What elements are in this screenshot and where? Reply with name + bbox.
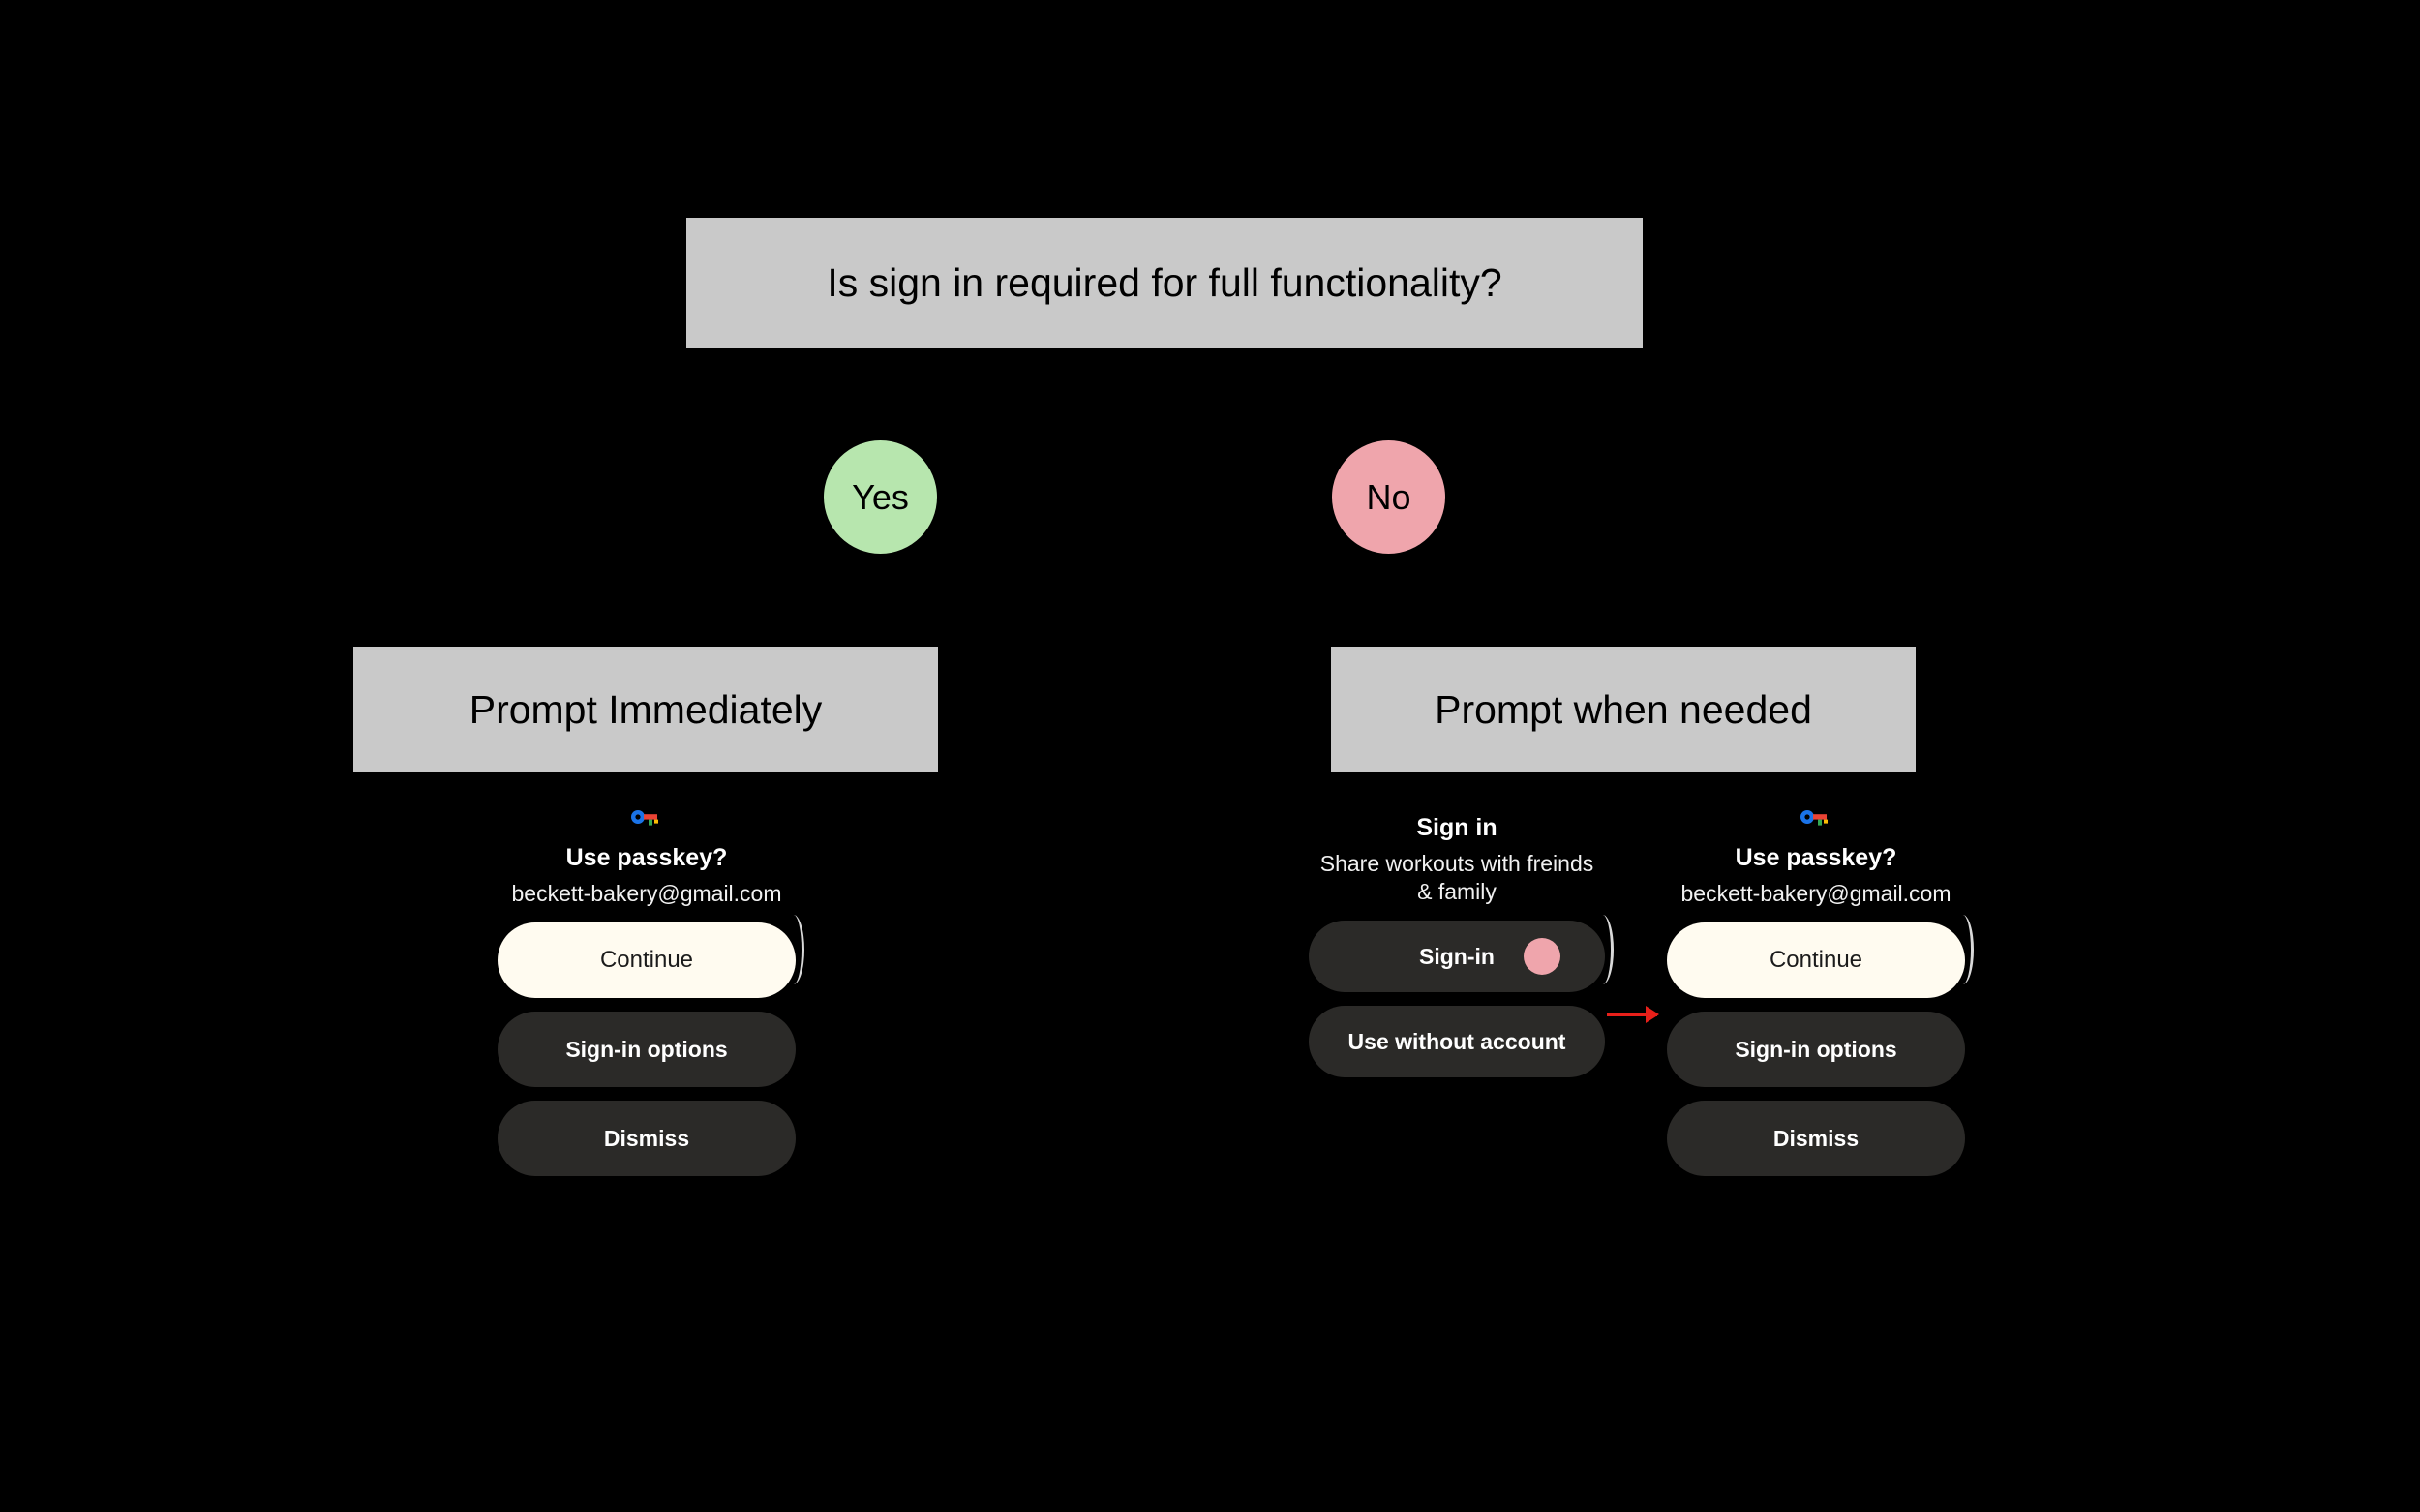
signin-button[interactable]: [1309, 921, 1605, 992]
passkey-icon: [630, 808, 663, 830]
signin-bottom-sheet: [1309, 813, 1605, 1077]
phone-edge-middle: [1595, 915, 1614, 984]
decision-question-text: Is sign in required for full functionality?: [827, 260, 1502, 305]
sheet-account-left: beckett-bakery@gmail.com: [511, 881, 782, 906]
continue-button-left[interactable]: Continue: [498, 922, 796, 998]
signin-options-button-right[interactable]: Sign-in options: [1667, 1012, 1965, 1087]
sheet-title-right: Use passkey?: [1735, 844, 1897, 871]
phone-edge-left: [786, 915, 804, 984]
signin-options-button-left[interactable]: Sign-in options: [498, 1012, 796, 1087]
outcome-box-prompt-when-needed: [1331, 647, 1916, 772]
sheet-title-left: Use passkey?: [565, 844, 728, 871]
sheet-account-right: beckett-bakery@gmail.com: [1680, 881, 1951, 906]
branch-label-no: No: [1366, 476, 1411, 517]
outcome-box-prompt-immediately: [353, 647, 938, 772]
passkey-bottom-sheet-right: [1663, 808, 1969, 1176]
connector-horizontal: [880, 438, 1391, 442]
avatar: [1524, 938, 1560, 975]
branch-circle-yes: [824, 440, 937, 554]
outcome-label-no: Prompt when needed: [1435, 686, 1812, 732]
connector-no-down: [1387, 554, 1391, 647]
outcome-label-yes: Prompt Immediately: [469, 686, 823, 732]
phone-edge-right: [1955, 915, 1974, 984]
sheet-title-signin: Sign in: [1416, 814, 1497, 841]
signin-button-label: Sign-in: [1419, 943, 1495, 969]
connector-yes-down: [878, 554, 882, 647]
connector-stem: [1164, 348, 1167, 440]
branch-circle-no: [1332, 440, 1445, 554]
passkey-bottom-sheet-left: [494, 808, 800, 1176]
dismiss-button-right[interactable]: Dismiss: [1667, 1101, 1965, 1176]
branch-label-yes: Yes: [852, 476, 909, 517]
decision-question-box: [686, 218, 1643, 348]
use-without-account-button[interactable]: Use without account: [1309, 1006, 1605, 1077]
sheet-subtitle-signin: Share workouts with freinds & family: [1319, 851, 1594, 905]
flow-arrow-signin-to-passkey: [1607, 1013, 1657, 1016]
dismiss-button-left[interactable]: Dismiss: [498, 1101, 796, 1176]
continue-button-right[interactable]: Continue: [1667, 922, 1965, 998]
passkey-icon: [1800, 808, 1832, 830]
